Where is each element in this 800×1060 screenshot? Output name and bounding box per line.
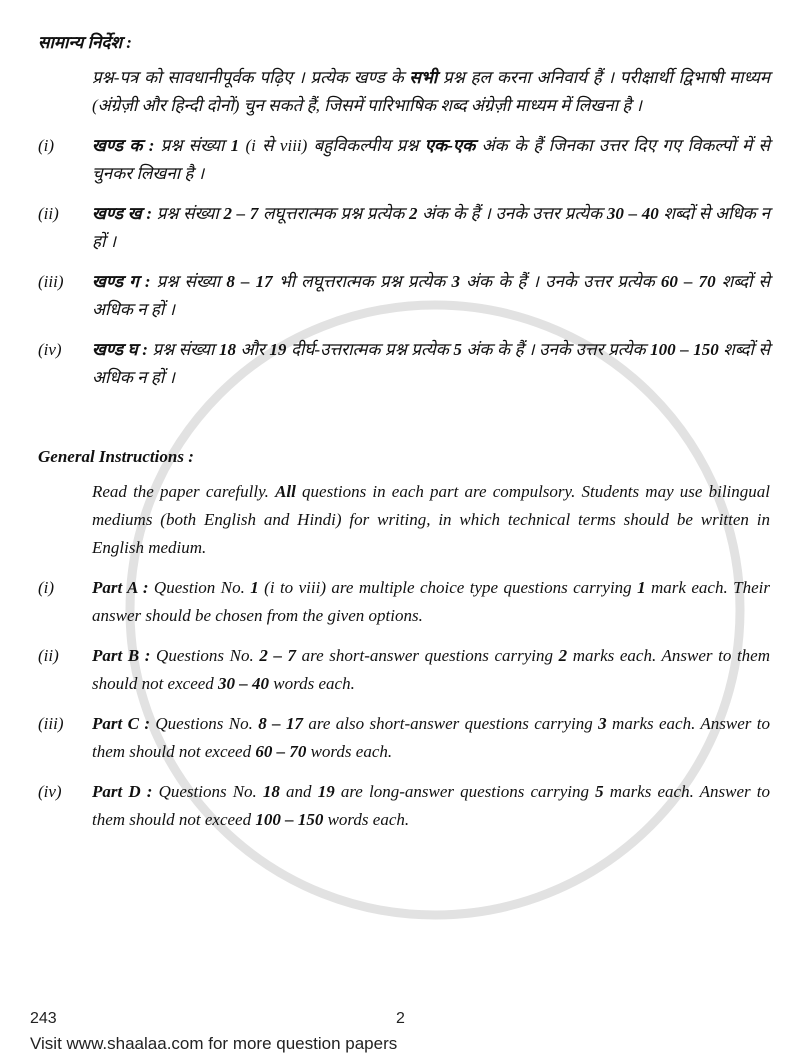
bold-text: एक-एक [424, 136, 476, 155]
text-segment: प्रश्न संख्या [152, 204, 224, 223]
english-item-4 [38, 778, 770, 834]
page-number: 2 [396, 1010, 405, 1027]
english-item-3 [38, 710, 770, 766]
text-segment: दीर्घ-उत्तरात्मक प्रश्न प्रत्येक [286, 340, 454, 359]
text-segment: (i to viii) are multiple choice type questions carrying [258, 578, 638, 597]
text-segment: अंक के हैं । उनके उत्तर प्रत्येक [459, 272, 661, 291]
item-text [92, 710, 770, 766]
bold-text: 18 [262, 782, 280, 801]
paper-code: 243 [30, 1010, 57, 1027]
text-segment: प्रश्न संख्या [154, 136, 231, 155]
bold-text: खण्ड क : [92, 136, 155, 155]
text-segment: भी लघूत्तरात्मक प्रश्न प्रत्येक [272, 272, 452, 291]
text-segment: लघूत्तरात्मक प्रश्न प्रत्येक [258, 204, 409, 223]
text-segment: Questions No. [150, 714, 259, 733]
item-text [92, 778, 770, 834]
item-number: (ii) [38, 646, 59, 665]
text-segment: प्रश्न संख्या [150, 272, 227, 291]
bold-text: 3 [451, 272, 460, 291]
text-segment: Questions No. [150, 646, 260, 665]
item-text [92, 268, 770, 324]
bold-text: खण्ड घ : [92, 340, 148, 359]
english-item-1 [38, 574, 770, 630]
item-text [92, 574, 770, 630]
bold-text: 60 – 70 [255, 742, 307, 761]
bold-text: 18 [218, 340, 236, 359]
text-segment: Read the paper carefully. [92, 482, 276, 501]
bold-text: 2 – 7 [259, 646, 297, 665]
bold-text: All [275, 482, 296, 501]
item-text [92, 642, 770, 698]
text-segment: Question No. [148, 578, 251, 597]
item-text [92, 200, 770, 256]
item-number: (iii) [38, 714, 64, 733]
text-segment: marks each. Answer to them should not exceed [92, 646, 771, 693]
hindi-item-1 [38, 132, 770, 188]
section-gap [38, 404, 770, 444]
text-segment: अंक के हैं । उनके उत्तर प्रत्येक [461, 340, 651, 359]
bold-text: 100 – 150 [650, 340, 719, 359]
hindi-item-2 [38, 200, 770, 256]
bold-text: 100 – 150 [255, 810, 324, 829]
text-segment: marks each. Answer to them should not exceed [92, 782, 770, 829]
hindi-item-3 [38, 268, 770, 324]
bold-text: 30 – 40 [218, 674, 270, 693]
item-number: (iii) [38, 272, 64, 291]
hindi-intro [92, 64, 770, 120]
text-segment: और [235, 340, 270, 359]
bold-text: 2 [408, 204, 418, 223]
bold-text: 30 – 40 [606, 204, 659, 223]
bold-text: Part C : [92, 714, 150, 733]
text-segment: are long-answer questions carrying [334, 782, 596, 801]
text-segment: marks each. Answer to them should not exceed [92, 714, 771, 761]
bold-text: 60 – 70 [660, 272, 716, 291]
promo-link[interactable]: Visit www.shaalaa.com for more question papers [30, 1034, 398, 1053]
bold-text: Part D : [92, 782, 153, 801]
text-segment: अंक के हैं जिनका उत्तर दिए गए विकल्पों में से चुनकर लिखना है । [92, 136, 771, 183]
bold-text: 5 [595, 782, 604, 801]
bold-text: 8 – 17 [226, 272, 273, 291]
english-intro [92, 478, 770, 562]
bold-text: 3 [598, 714, 607, 733]
text-segment: Questions No. [152, 782, 263, 801]
english-heading: General Instructions : [38, 447, 194, 466]
text-segment: are also short-answer questions carrying [303, 714, 599, 733]
text-segment: words each. [306, 742, 393, 761]
text-segment: प्रश्न-पत्र को सावधानीपूर्वक पढ़िए । प्रत्येक खण्ड के [92, 68, 410, 87]
bold-text: 8 – 17 [258, 714, 303, 733]
item-number: (iv) [38, 782, 62, 801]
bold-text: खण्ड ग : [92, 272, 151, 291]
english-item-2 [38, 642, 770, 698]
bold-text: 5 [453, 340, 462, 359]
bold-text: Part B : [92, 646, 151, 665]
text-segment: are short-answer questions carrying [296, 646, 559, 665]
text-segment: शब्दों से अधिक न हों । [92, 272, 770, 319]
text-segment: अंक के हैं । उनके उत्तर प्रत्येक [417, 204, 607, 223]
text-segment: (i से viii) बहुविकल्पीय प्रश्न [239, 136, 425, 155]
text-segment: शब्दों से अधिक न हों । [92, 340, 770, 387]
hindi-heading: सामान्य निर्देश : [38, 33, 132, 52]
bold-text: 2 [558, 646, 568, 665]
bold-text: 19 [317, 782, 335, 801]
item-number: (ii) [38, 204, 59, 223]
text-segment: प्रश्न हल करना अनिवार्य हैं । परीक्षार्थी द्विभाषी माध्यम (अंग्रेज़ी और हिन्दी दोनों) चुन सकते हैं, जिसमें पारिभाषिक शब्द अंग्रेज़ी माध्यम में लिखना है । [92, 68, 770, 115]
bold-text: 2 – 7 [223, 204, 259, 223]
item-text [92, 132, 770, 188]
bold-text: सभी [409, 68, 438, 87]
bold-text: Part A : [92, 578, 149, 597]
text-segment: शब्दों से अधिक न हों । [92, 204, 770, 251]
bold-text: खण्ड ख : [92, 204, 153, 223]
bold-text: 19 [269, 340, 287, 359]
bold-text: 1 [250, 578, 259, 597]
text-segment: and [279, 782, 318, 801]
item-number: (i) [38, 136, 55, 155]
text-segment: प्रश्न संख्या [147, 340, 219, 359]
item-number: (iv) [38, 340, 62, 359]
bold-text: 1 [637, 578, 646, 597]
item-text [92, 336, 770, 392]
item-number: (i) [38, 578, 55, 597]
text-segment: words each. [323, 810, 410, 829]
hindi-item-4 [38, 336, 770, 392]
text-segment: mark each. Their answer should be chosen from the given options. [92, 578, 770, 625]
text-segment: words each. [269, 674, 355, 693]
bold-text: 1 [230, 136, 240, 155]
text-segment: questions in each part are compulsory. Students may use bilingual mediums (both English and Hindi) for writing, in which technical terms should be written in English medium. [92, 482, 770, 557]
